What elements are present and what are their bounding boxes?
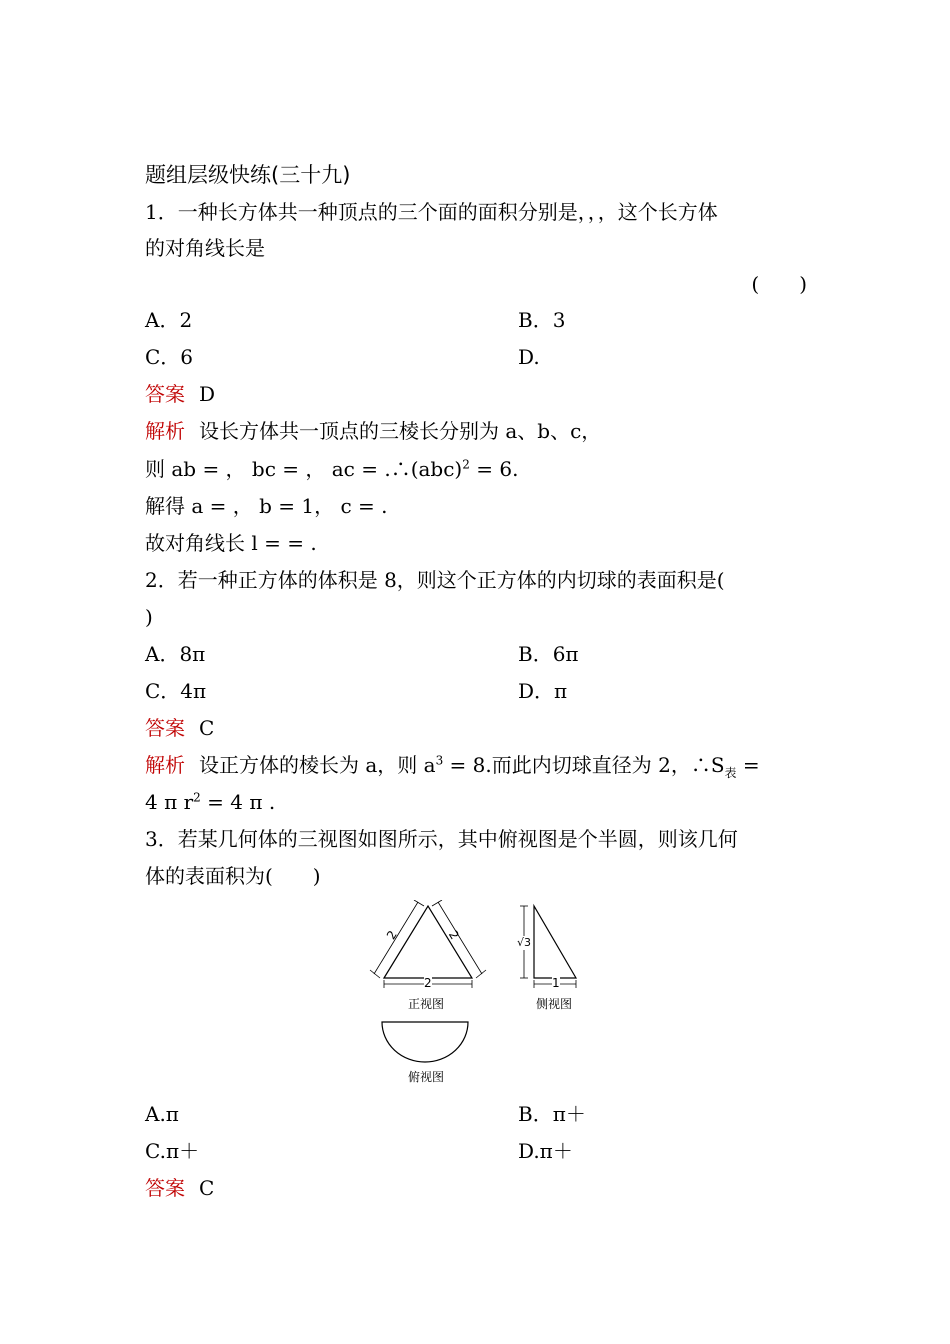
q1-answer-bracket: ( ): [751, 272, 807, 296]
front-view-triangle: [384, 906, 472, 978]
three-view-figure: [368, 900, 588, 1090]
q2-analysis-label: 解析: [145, 753, 185, 777]
q1-analysis2-text: 则 ab = ， bc = ， ac = .∴(abc): [145, 457, 463, 481]
q3-option-c: C.π＋: [145, 1139, 200, 1163]
top-view-caption: 俯视图: [408, 1070, 445, 1084]
q3-option-b: B．π＋: [518, 1102, 586, 1126]
q1-option-d: D.: [518, 345, 540, 369]
q1-answer-row: [145, 381, 215, 407]
q2-answer-value: C: [199, 716, 215, 740]
q1-option-a: A．2: [145, 308, 193, 332]
side-base-dim-label: 1: [552, 976, 560, 990]
q2-option-b: B．6π: [518, 642, 579, 666]
q3-stem-line2: 体的表面积为( ): [145, 864, 321, 888]
page-title: 题组层级快练(三十九): [145, 163, 351, 187]
q1-analysis-line3: 解得 a = ， b = 1， c = .: [145, 494, 388, 518]
q2-stem-line1: 2．若一种正方体的体积是 8，则这个正方体的内切球的表面积是(: [145, 568, 725, 592]
front-left-dim-label: 2: [383, 928, 400, 942]
q1-answer-value: D: [199, 382, 216, 406]
q2-analysis-row: [145, 752, 760, 778]
q3-answer-label: 答案: [145, 1176, 185, 1200]
three-view-diagram: [368, 900, 588, 1090]
top-view-semicircle: [382, 1022, 468, 1062]
side-height-dim-label: √3: [517, 936, 532, 949]
top-view: [382, 1022, 468, 1062]
q2-analysis1-mid: = 8.而此内切球直径为 2，∴S: [443, 753, 725, 777]
q2-answer-label: 答案: [145, 716, 185, 740]
q2-analysis2-text: 4 π r: [145, 790, 194, 814]
q3-stem-line1: 3．若某几何体的三视图如图所示，其中俯视图是个半圆，则该几何: [145, 827, 738, 851]
q1-answer-label: 答案: [145, 382, 185, 406]
q1-stem-line2: 的对角线长是: [145, 236, 265, 260]
q1-option-c: C．6: [145, 345, 194, 369]
q1-stem-line1: 1．一种长方体共一种顶点的三个面的面积分别是，，，这个长方体: [145, 200, 718, 224]
q2-analysis1-equals: =: [736, 753, 760, 777]
q2-analysis1-subscript: 表: [724, 766, 737, 780]
q1-analysis-row: [145, 418, 601, 444]
q1-option-b: B．3: [518, 308, 566, 332]
q1-analysis-line1: 设长方体共一顶点的三棱长分别为 a、b、c，: [199, 419, 602, 443]
q1-analysis-line2: [145, 456, 518, 482]
q2-answer-row: [145, 715, 214, 741]
q2-analysis2-result: = 4 π .: [200, 790, 276, 814]
q2-analysis-line2: [145, 789, 275, 815]
q3-answer-value: C: [199, 1176, 215, 1200]
q2-analysis1-exponent: 3: [435, 753, 444, 768]
front-view-caption: 正视图: [408, 997, 445, 1011]
side-view-triangle: [534, 906, 576, 978]
side-view-caption: 侧视图: [536, 997, 573, 1011]
q3-option-d: D.π＋: [518, 1139, 573, 1163]
q2-stem-line2: ): [145, 605, 153, 629]
q1-analysis2-exponent: 2: [462, 457, 470, 472]
q1-analysis-line4: 故对角线长 l = = .: [145, 531, 317, 555]
front-view: [370, 900, 486, 988]
q2-analysis2-exponent: 2: [193, 790, 201, 805]
q2-option-a: A．8π: [145, 642, 206, 666]
q2-option-d: D．π: [518, 679, 568, 703]
q2-option-c: C．4π: [145, 679, 207, 703]
q3-option-a: A.π: [145, 1102, 179, 1126]
q2-analysis1-text: 设正方体的棱长为 a，则 a: [199, 753, 436, 777]
front-right-dim-label: 2: [445, 928, 462, 942]
q3-answer-row: [145, 1175, 214, 1201]
q1-analysis-label: 解析: [145, 419, 185, 443]
front-right-dim-line: [438, 902, 482, 974]
front-bottom-dim-label: 2: [424, 976, 432, 990]
q1-analysis2-result: = 6.: [469, 457, 519, 481]
